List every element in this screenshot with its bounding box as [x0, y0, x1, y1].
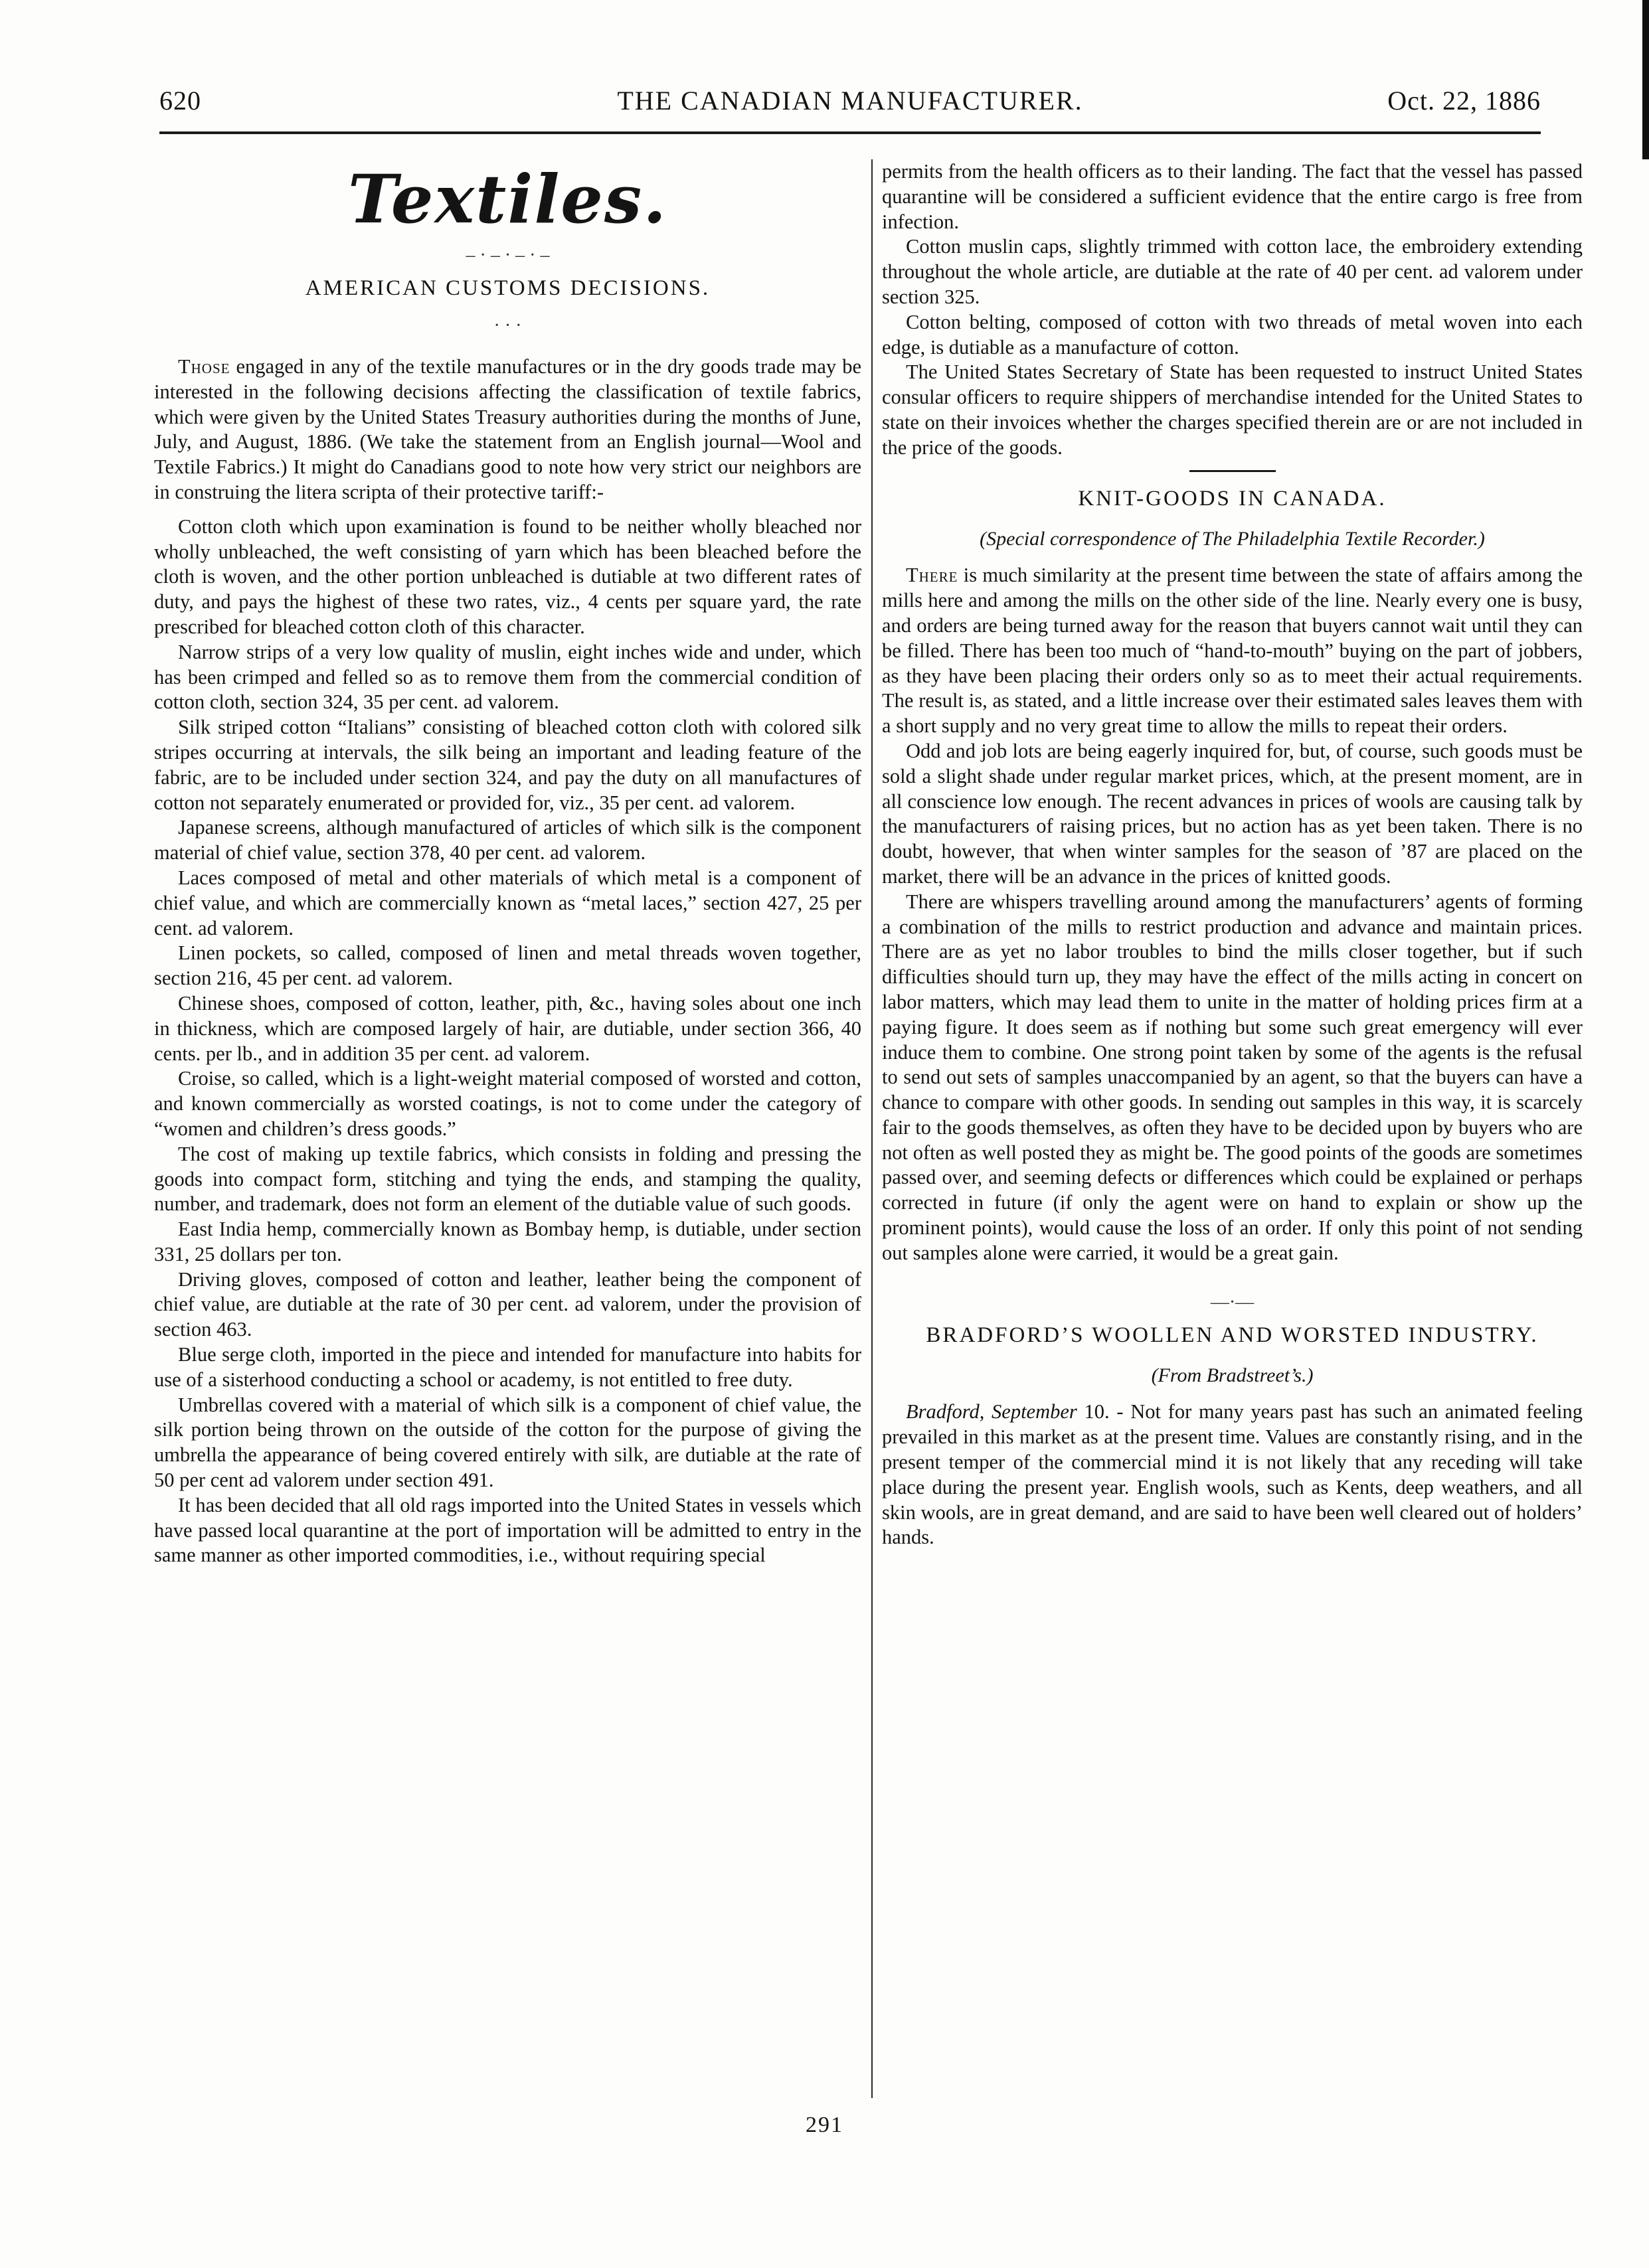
knit-intro-text: is much similarity at the present time between the state of affairs among the mills here and among the mills on the other side of the line. Nearly every one is busy, and orders are being turned away for the reason that buyers cannot wait until they can be filled. There has been too much of “hand-to-mouth” buying on the part of jobbers, as they have been placing their orders only so as to meet their actual requirements. The result is, as stated, and a little increase over their estimated sales leaves them with a short supply and no very great time to allow the mills to repeat their orders.	[882, 564, 1583, 738]
customs-paragraph: Japanese screens, although manufactured of articles of which silk is the component material of chief value, section 378, 40 per cent. ad valorem.	[154, 816, 861, 864]
customs-paragraph: Blue serge cloth, imported in the piece and intended for manufacture into habits for use of a sisterhood conducting a school or academy, is not entitled to free duty.	[154, 1343, 861, 1391]
customs-paragraph: Umbrellas covered with a material of which silk is a component of chief value, the silk portion being thrown on the outside of the cotton for the purpose of giving the umbrella the appearance of being covered entirely with silk, are dutiable at the rate of 50 per cent ad valorem under section 491.	[154, 1393, 861, 1492]
bradford-day: 10. -	[1077, 1400, 1131, 1423]
customs-continued-paragraph: The United States Secretary of State has been requested to instruct United States consular officers to require shippers of merchandise intended for the United States to state on their invoices whether the charges specified therein are or are not included in the price of the goods.	[882, 361, 1583, 459]
customs-paragraph: It has been decided that all old rags imported into the United States in vessels which have passed local quarantine at the port of importation will be admitted to entry in the same manner as other imported commodities, i.e., without requiring special	[154, 1493, 861, 1567]
customs-paragraph: Cotton cloth which upon examination is found to be neither wholly bleached nor wholly unbleached, the weft consisting of yarn which has been bleached before the cloth is woven, and the other portion unbleached is dutiable at two different rates of duty, and pays the highest of these two rates, viz., 4 cents per square yard, the rate prescribed for bleached cotton cloth of this character.	[154, 515, 861, 638]
customs-intro-first-word: Those	[178, 355, 230, 378]
customs-paragraph: The cost of making up textile fabrics, which consists in folding and pressing the goods into compact form, stitching and tying the ends, and stamping the quality, number, and trademark, does not form an element of the dutiable value of such goods.	[154, 1142, 861, 1216]
scan-edge-mark	[1642, 0, 1649, 159]
knit-goods-paragraph: Odd and job lots are being eagerly inquired for, but, of course, such goods must be sold a slight shade under regular market prices, which, at the present moment, are in all conscience low enough. The recent advances in prices of wools are causing talk by the manufacturers of raising prices, but no action has as yet been taken. There is no doubt, however, that when winter samples for the season of ’87 are placed on the market, there will be an advance in the prices of knitted goods.	[882, 739, 1583, 888]
left-column	[154, 159, 861, 2098]
knit-goods-heading: KNIT-GOODS IN CANADA.	[1078, 486, 1387, 511]
header-rule	[159, 131, 1541, 134]
customs-paragraph: Driving gloves, composed of cotton and leather, leather being the component of chief value, are dutiable at the rate of 30 per cent. ad valorem, under the provision of section 463.	[154, 1267, 861, 1341]
customs-continued-paragraph: Cotton muslin caps, slightly trimmed with cotton lace, the embroidery extending throughout the whole article, are dutiable at the rate of 40 per cent. ad valorem under section 325.	[882, 235, 1583, 308]
customs-continued-paragraph: permits from the health officers as to their landing. The fact that the vessel has passed quarantine will be considered a sufficient evidence that the entire cargo is free from infection.	[882, 160, 1583, 233]
bradford-text: Not for many years past has such an animated feeling prevailed in this market as at the present time. Values are constantly rising, and in the present temper of the commercial mind it is not likely that any receding will take place during the present year. English wools, such as Kents, deep weathers, and all skin wools, are in great demand, and are said to have been well cleared out of holders’ hands.	[882, 1400, 1583, 1549]
page-number: 620	[159, 86, 201, 116]
bradford-byline: (From Bradstreet’s.)	[1151, 1364, 1314, 1386]
page-folio: 291	[806, 2113, 843, 2137]
customs-heading: AMERICAN CUSTOMS DECISIONS.	[305, 276, 711, 300]
customs-paragraph: East India hemp, commercially known as Bombay hemp, is dutiable, under section 331, 25 dollars per ton.	[154, 1218, 861, 1265]
issue-date: Oct. 22, 1886	[1387, 86, 1541, 116]
section-masthead: Textiles.	[347, 160, 668, 238]
column-divider	[871, 159, 873, 2098]
bradford-paragraph	[882, 1400, 1583, 1550]
customs-paragraph: Narrow strips of a very low quality of muslin, eight inches wide and under, which has been crimped and felled so as to remove them from the commercial condition of cotton cloth, section 324, 35 per cent. ad valorem.	[154, 640, 861, 714]
customs-paragraph: Croise, so called, which is a light-weight material composed of worsted and cotton, and known commercially as worsted coatings, is not to come under the category of “women and children’s dress goods.”	[154, 1067, 861, 1140]
ornament-rule: – · – · – · –	[466, 245, 550, 266]
ornament-dots: · · ·	[493, 315, 522, 336]
customs-continued-paragraph: Cotton belting, composed of cotton with two threads of metal woven into each edge, is dutiable as a manufacture of cotton.	[882, 310, 1583, 359]
ornament-dash: —·—	[1210, 1291, 1255, 1313]
customs-paragraph: Linen pockets, so called, composed of linen and metal threads woven together, section 216, 45 per cent. ad valorem.	[154, 941, 861, 990]
knit-goods-byline: (Special correspondence of The Philadelphia Textile Recorder.)	[980, 527, 1485, 550]
section-rule	[1189, 470, 1276, 472]
running-header	[159, 85, 1541, 125]
customs-intro-text: engaged in any of the textile manufactures or in the dry goods trade may be interested in the following decisions affecting the classification of textile fabrics, which were given by the United States Treasury authorities during the months of June, July, and August, 1886. (We take the statement from an English journal—Wool and Textile Fabrics.) It might do Canadians good to note how very strict our neighbors are in construing the litera scripta of their protective tariff:-	[154, 355, 861, 503]
knit-goods-paragraph: There are whispers travelling around among the manufacturers’ agents of forming a combination of the mills to restrict production and advance and maintain prices. There are as yet no labor troubles to bind the mills closer together, but if such difficulties should turn up, they may have the effect of the mills acting in concert on labor matters, which may lead them to unite in the matter of holding prices firm at a paying figure. It does seem as if nothing but some such great emergency will ever induce them to combine. One strong point taken by some of the agents is the refusal to send out sets of samples unaccompanied by an agent, so that the buyers can have a chance to compare with other goods. In sending out samples in this way, it is scarcely fair to the goods themselves, as often they have to be decided upon by buyers who are not often as well posted they as might be. The good points of the goods are sometimes passed over, and seeming defects or differences which could be explained or perhaps corrected in future (if only the agent were on hand to explain or show up the prominent points), would cause the loss of an order. If only this point of not sending out samples alone were carried, it would be a great gain.	[882, 890, 1583, 1264]
publication-title: THE CANADIAN MANUFACTURER.	[617, 86, 1083, 116]
knit-intro-first-word: There	[906, 564, 958, 587]
customs-paragraph: Chinese shoes, composed of cotton, leather, pith, &c., having soles about one inch in thickness, which are composed largely of hair, are dutiable, under section 366, 40 cents. per lb., and in addition 35 per cent. ad valorem.	[154, 991, 861, 1065]
bradford-heading: BRADFORD’S WOOLLEN AND WORSTED INDUSTRY.	[926, 1323, 1539, 1347]
bradford-dateline: Bradford, September	[906, 1400, 1077, 1423]
customs-paragraph: Silk striped cotton “Italians” consisting of bleached cotton cloth with colored silk stripes occurring at intervals, the silk being an important and leading feature of the fabric, are to be included under section 324, and pay the duty on all manufactures of cotton not separately enumerated or provided for, viz., 35 per cent. ad valorem.	[154, 716, 861, 814]
customs-intro	[154, 355, 861, 505]
knit-goods-intro	[882, 563, 1583, 739]
right-column	[882, 159, 1583, 2098]
customs-paragraph: Laces composed of metal and other materials of which metal is a component of chief value, and which are commercially known as “metal laces,” section 427, 25 per cent. ad valorem.	[154, 866, 861, 939]
